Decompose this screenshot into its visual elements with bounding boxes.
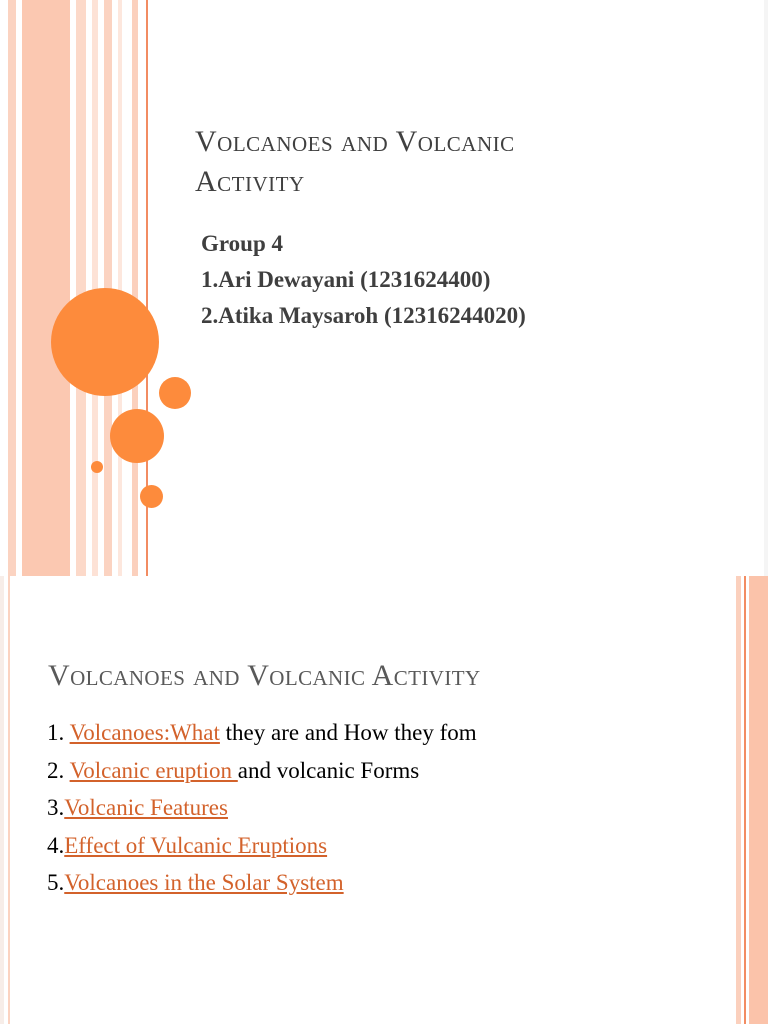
contents-list	[47, 714, 727, 902]
item-link[interactable]: Volcanoes:What	[69, 720, 220, 745]
slide-title-line: Volcanoes and Volcanic	[195, 125, 515, 158]
decorative-stripe	[22, 0, 70, 576]
contents-slide	[0, 576, 768, 1024]
decorative-stripe	[749, 576, 768, 1024]
item-number: 1.	[47, 720, 70, 745]
item-number: 4.	[47, 832, 65, 858]
decorative-stripe	[132, 0, 138, 576]
item-link[interactable]: Volcanic Features	[64, 795, 228, 820]
item-link[interactable]: Volcanic eruption	[69, 757, 238, 783]
slide-edge	[764, 0, 768, 576]
list-item	[47, 714, 727, 752]
slide-title	[195, 122, 715, 202]
member-line: 1.Ari Dewayani (1231624400)	[201, 267, 491, 292]
list-item	[47, 789, 727, 827]
list-item	[47, 827, 727, 865]
decorative-circle	[140, 485, 163, 508]
item-number: 3.	[47, 795, 65, 820]
slide-title: Volcanoes and Volcanic Activity	[48, 659, 481, 692]
item-number: 5.	[47, 870, 65, 895]
slide-edge	[0, 576, 4, 1024]
decorative-stripe	[744, 576, 746, 1024]
decorative-circle	[51, 288, 159, 396]
slide-subtitle	[201, 226, 741, 334]
decorative-circle	[110, 409, 164, 463]
decorative-stripe	[8, 576, 10, 1024]
item-link[interactable]: Effect of Vulcanic Eruptions	[64, 832, 328, 858]
list-item	[47, 752, 727, 790]
member-line: 2.Atika Maysaroh (12316244020)	[201, 303, 526, 328]
decorative-stripe	[736, 576, 741, 1024]
decorative-stripe	[8, 0, 16, 576]
group-label: Group 4	[201, 231, 284, 256]
decorative-circle	[159, 377, 191, 409]
decorative-circle	[91, 461, 103, 473]
item-text: and volcanic Forms	[237, 757, 420, 783]
item-number: 2.	[47, 757, 70, 783]
decorative-stripe	[118, 0, 122, 576]
decorative-stripe	[76, 0, 86, 576]
list-item	[47, 864, 727, 902]
item-text: they are and How they fom	[219, 720, 477, 745]
item-link[interactable]: Volcanoes in the Solar System	[64, 870, 344, 895]
slide-title-line: Activity	[195, 165, 305, 198]
